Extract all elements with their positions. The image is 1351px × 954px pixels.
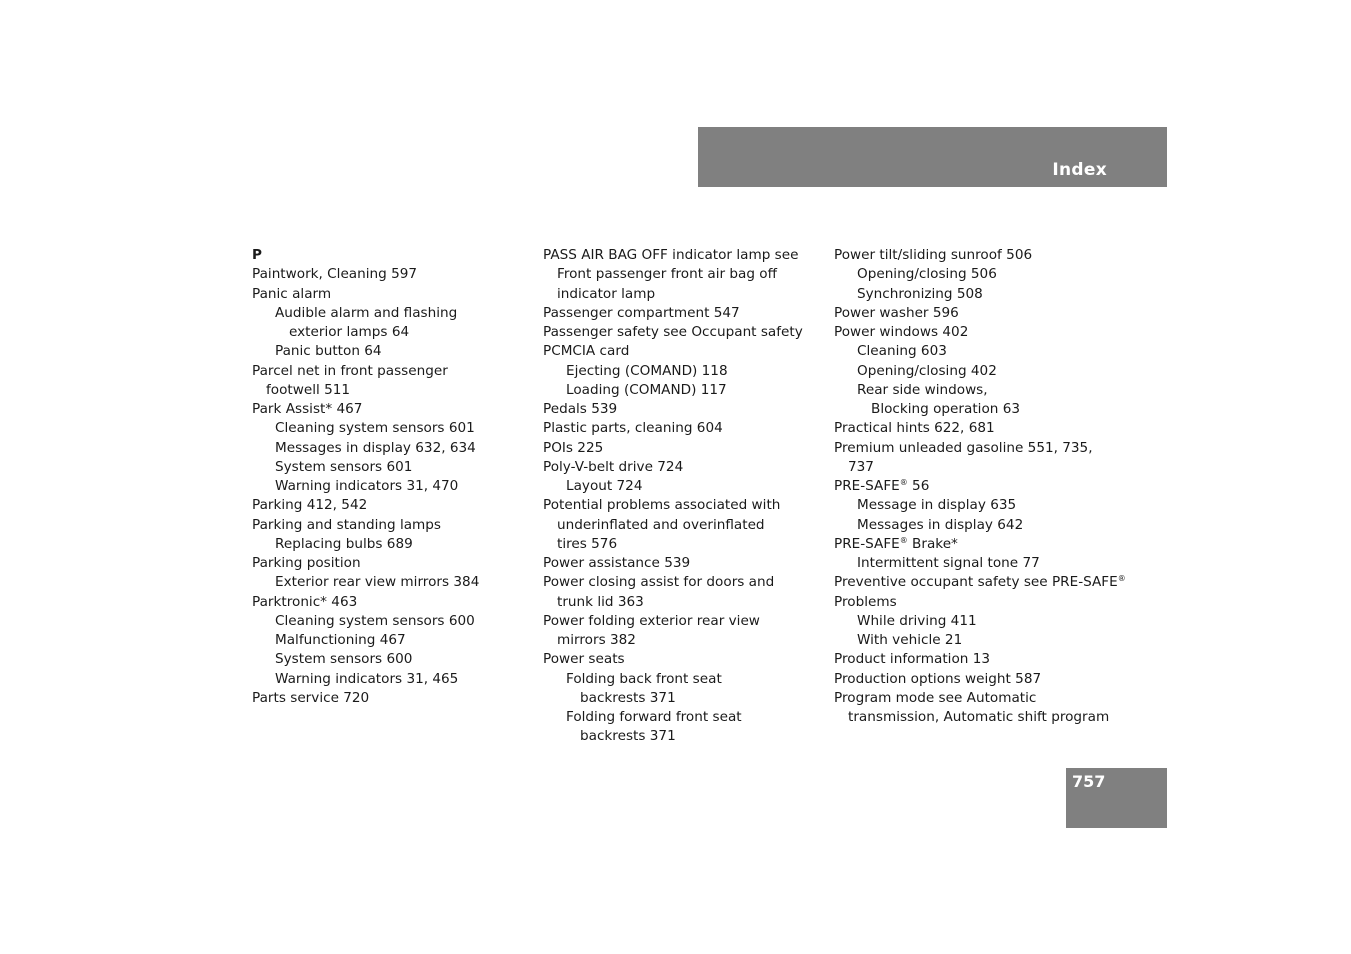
index-entry: tires 576 bbox=[557, 535, 618, 552]
index-entry: Rear side windows, bbox=[857, 381, 988, 398]
index-entry: Messages in display 632, 634 bbox=[275, 439, 476, 456]
index-entry: Panic alarm bbox=[252, 285, 332, 302]
index-entry: Loading (COMAND) 117 bbox=[566, 381, 727, 398]
index-entry: Front passenger front air bag off bbox=[557, 266, 777, 283]
index-entry: Parking and standing lamps bbox=[252, 516, 442, 533]
index-entry: Intermittent signal tone 77 bbox=[857, 555, 1040, 571]
index-entry: underinflated and overinflated bbox=[557, 516, 765, 533]
index-entry: Paintwork, Cleaning 597 bbox=[252, 266, 418, 283]
index-entry: Ejecting (COMAND) 118 bbox=[566, 362, 728, 379]
index-entry: Premium unleaded gasoline 551, 735, bbox=[834, 439, 1093, 456]
index-entry: Warning indicators 31, 465 bbox=[275, 670, 459, 687]
index-entry: System sensors 600 bbox=[275, 651, 413, 668]
index-entry: 737 bbox=[848, 458, 874, 475]
index-entry: PCMCIA card bbox=[543, 343, 630, 360]
index-entry: While driving 411 bbox=[857, 612, 977, 629]
index-entry: Cleaning 603 bbox=[857, 343, 947, 360]
index-entry: Potential problems associated with bbox=[543, 497, 781, 514]
index-entry: Production options weight 587 bbox=[834, 670, 1042, 687]
index-entry: Product information 13 bbox=[834, 651, 991, 668]
index-entry: Problems bbox=[834, 593, 897, 610]
index-entry: Power folding exterior rear view bbox=[543, 612, 760, 629]
index-entry: mirrors 382 bbox=[557, 632, 636, 648]
index-entry: Audible alarm and flashing bbox=[275, 304, 458, 321]
index-entry: Program mode see Automatic bbox=[834, 689, 1037, 706]
index-entry: backrests 371 bbox=[580, 689, 676, 706]
index-entry: Passenger compartment 547 bbox=[543, 304, 740, 321]
index-entry: Parts service 720 bbox=[252, 689, 370, 706]
index-entry: Passenger safety see Occupant safety bbox=[543, 324, 803, 340]
index-entry: Practical hints 622, 681 bbox=[834, 420, 995, 437]
index-entry: indicator lamp bbox=[557, 285, 656, 302]
index-entry: With vehicle 21 bbox=[857, 632, 963, 648]
index-entry: Power washer 596 bbox=[834, 304, 959, 321]
index-entry: transmission, Automatic shift program bbox=[848, 709, 1110, 725]
index-entry: Cleaning system sensors 600 bbox=[275, 612, 475, 629]
index-entry: Opening/closing 402 bbox=[857, 362, 997, 379]
index-entry: PRE-SAFE® 56 bbox=[834, 478, 930, 494]
index-column-3 bbox=[834, 246, 1144, 727]
index-entry: Panic button 64 bbox=[275, 343, 382, 360]
index-entry: Synchronizing 508 bbox=[857, 285, 983, 302]
index-entry: Exterior rear view mirrors 384 bbox=[275, 574, 480, 591]
index-entry: Opening/closing 506 bbox=[857, 266, 997, 283]
index-entry: Parking position bbox=[252, 555, 361, 571]
index-entry: PASS AIR BAG OFF indicator lamp see bbox=[543, 247, 799, 263]
index-entry: Power tilt/sliding sunroof 506 bbox=[834, 247, 1033, 263]
index-entry: Layout 724 bbox=[566, 478, 643, 494]
section-letter: P bbox=[252, 247, 262, 263]
index-entry: Parktronic* 463 bbox=[252, 593, 358, 610]
index-entry: Blocking operation 63 bbox=[871, 401, 1020, 417]
index-entry: Power seats bbox=[543, 651, 625, 668]
index-entry: Poly-V-belt drive 724 bbox=[543, 458, 684, 475]
index-entry: Warning indicators 31, 470 bbox=[275, 478, 459, 494]
index-entry: Folding back front seat bbox=[566, 670, 722, 687]
index-entry: trunk lid 363 bbox=[557, 593, 644, 610]
index-entry: Folding forward front seat bbox=[566, 709, 742, 725]
index-entry: POIs 225 bbox=[543, 439, 604, 456]
index-entry: Malfunctioning 467 bbox=[275, 632, 406, 648]
index-entry: Message in display 635 bbox=[857, 497, 1017, 514]
page-number-tab bbox=[1066, 768, 1167, 828]
page-title: Index bbox=[1052, 160, 1107, 180]
index-entry: Preventive occupant safety see PRE-SAFE® bbox=[834, 574, 1126, 591]
index-entry: Park Assist* 467 bbox=[252, 401, 363, 417]
index-entry: Power closing assist for doors and bbox=[543, 574, 775, 591]
index-column-2 bbox=[543, 246, 823, 747]
index-entry: Replacing bulbs 689 bbox=[275, 535, 413, 552]
index-entry: Parking 412, 542 bbox=[252, 497, 368, 514]
index-entry: Pedals 539 bbox=[543, 401, 618, 417]
index-entry: Cleaning system sensors 601 bbox=[275, 420, 475, 437]
index-entry: PRE-SAFE® Brake* bbox=[834, 535, 958, 552]
index-column-1 bbox=[252, 246, 532, 708]
index-entry: System sensors 601 bbox=[275, 458, 413, 475]
index-entry: Power assistance 539 bbox=[543, 555, 691, 571]
index-entry: exterior lamps 64 bbox=[289, 324, 410, 340]
index-entry: footwell 511 bbox=[266, 381, 351, 398]
header-bar bbox=[698, 127, 1167, 187]
index-entry: Power windows 402 bbox=[834, 324, 969, 340]
page-number: 757 bbox=[1072, 772, 1106, 791]
index-entry: Messages in display 642 bbox=[857, 516, 1024, 533]
index-entry: Plastic parts, cleaning 604 bbox=[543, 420, 723, 437]
index-entry: Parcel net in front passenger bbox=[252, 362, 448, 379]
index-entry: backrests 371 bbox=[580, 728, 676, 745]
